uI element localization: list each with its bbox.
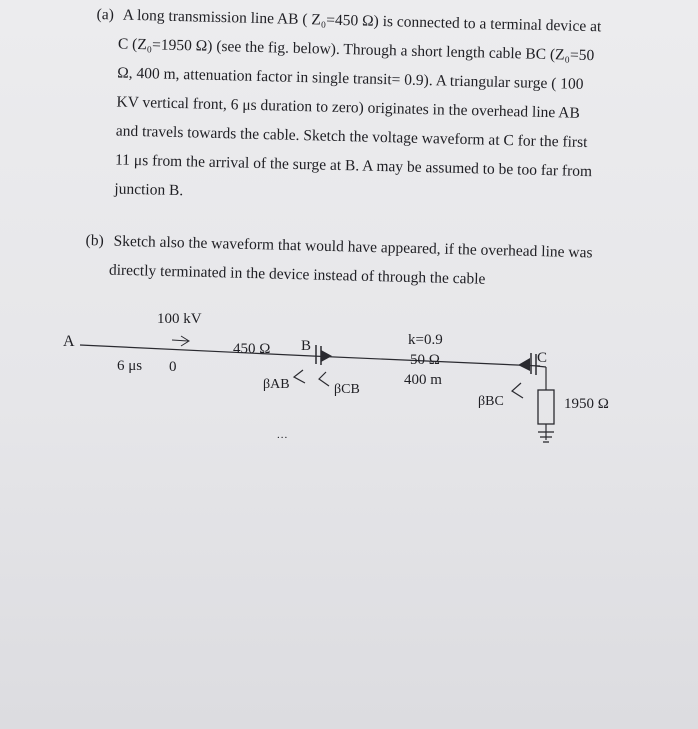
junction-b-icon <box>316 345 332 365</box>
part-a-line-5: and travels towards the cable. Sketch the voltage waveform at C for the first <box>115 122 588 152</box>
surge-duration-label: 6 μs <box>117 358 143 374</box>
beta-bc-arrow-icon <box>512 383 523 398</box>
part-a-line-7: junction B. <box>114 180 184 200</box>
surge-arrow-icon <box>172 336 189 346</box>
attenuation-label: k=0.9 <box>408 332 443 348</box>
beta-cb-label: βCB <box>334 382 360 397</box>
node-c-label: C <box>537 350 548 366</box>
beta-ab-label: βAB <box>263 377 290 392</box>
z-c-label: 1950 Ω <box>564 396 609 412</box>
beta-ab-arrow-icon <box>294 370 305 383</box>
line-ab <box>80 345 312 356</box>
beta-cb-arrow-icon <box>319 372 329 386</box>
dots-mark: ... <box>277 429 289 441</box>
z-ab-label: 450 Ω <box>233 341 271 357</box>
surge-amplitude-label: 100 kV <box>157 311 202 327</box>
z-bc-label: 50 Ω <box>410 352 440 368</box>
node-b-label: B <box>301 338 312 354</box>
part-a-label: (a) <box>96 5 115 24</box>
part-a-line-4: KV vertical front, 6 μs duration to zero) originates in the overhead line AB <box>116 93 581 122</box>
part-b-line-2: directly terminated in the device instead of through the cable <box>108 261 486 288</box>
surge-origin-label: 0 <box>169 359 177 375</box>
part-a-line-3: Ω, 400 m, attenuation factor in single transit= 0.9). A triangular surge ( 100 <box>117 64 584 93</box>
part-b-label: (b) <box>85 231 104 250</box>
terminal-device-resistor-icon <box>538 367 554 442</box>
part-a-line-1: A long transmission line AB ( Z₀=450 Ω) is connected to a terminal device at <box>122 6 602 36</box>
part-b-line-1: Sketch also the waveform that would have appeared, if the overhead line was <box>113 232 593 262</box>
part-a-line-6: 11 μs from the arrival of the surge at B. A may be assumed to be too far from <box>114 151 593 181</box>
beta-bc-label: βBC <box>478 394 504 409</box>
node-a-label: A <box>63 333 75 350</box>
part-a-line-2: C (Z₀=1950 Ω) (see the fig. below). Through a short length cable BC (Z₀=50 <box>117 35 595 65</box>
length-bc-label: 400 m <box>404 372 442 388</box>
